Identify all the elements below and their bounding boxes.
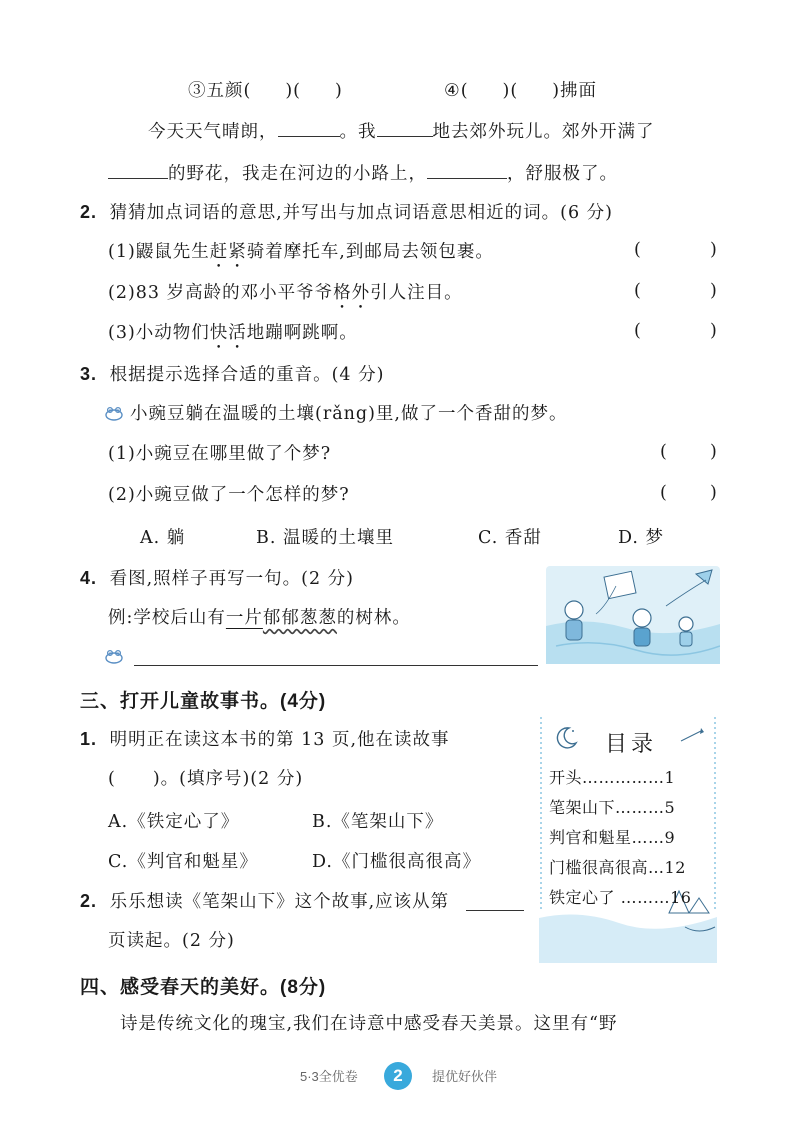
blank[interactable] (251, 78, 285, 96)
frog-hint-icon (104, 405, 124, 421)
item4-mid: )( (502, 81, 519, 101)
question-number: 4. (80, 568, 98, 588)
blank[interactable] (518, 78, 552, 96)
toc-entry-name: 铁定心了 (549, 888, 616, 907)
section-3-title: 三、打开儿童故事书。(4分) (80, 691, 327, 712)
kite-flying-illustration (546, 566, 720, 664)
answer-paren-open[interactable]: ( (634, 321, 641, 341)
answer-paren-open[interactable]: ( (660, 442, 667, 462)
q2-heading (80, 200, 613, 225)
sentence-text: 骑着摩托车,到邮局去领包裹。 (246, 242, 494, 262)
para-text: 。我 (339, 122, 377, 142)
sec3-option-d[interactable]: D.《门槛很高很高》 (312, 852, 481, 872)
item4-label: ④( (444, 81, 469, 101)
question-number: 1. (80, 729, 98, 749)
toc-entry-leader: …………… (582, 768, 665, 787)
sentence-text: (3)小动物们 (108, 323, 210, 343)
toc-entry-name: 判官和魁星 (549, 828, 632, 847)
q3-option-d[interactable]: D. 梦 (618, 528, 665, 548)
example-wavy: 郁郁葱葱 (262, 608, 337, 628)
q3-heading (80, 362, 384, 387)
question-title: 猜猜加点词语的意思,并写出与加点词语意思相近的词。(6 分) (109, 203, 614, 223)
answer-paren-close[interactable]: ) (710, 321, 717, 341)
sec4-paragraph: 诗是传统文化的瑰宝,我们在诗意中感受春天美景。这里有“野 (120, 1014, 618, 1034)
question-number: 3. (80, 364, 98, 384)
para-line-1 (148, 118, 655, 144)
toc-entry[interactable] (549, 885, 691, 908)
sec3-q1-line2: ( )。(填序号)(2 分) (108, 769, 304, 789)
toc-entry[interactable] (549, 855, 686, 878)
sec3-q2-line2: 页读起。(2 分) (108, 931, 235, 951)
toc-entry[interactable] (549, 765, 675, 788)
dotted-word-text: 快活 (209, 323, 247, 343)
para-line-2 (108, 160, 618, 186)
question-number: 2. (80, 202, 98, 222)
q4-example (108, 606, 411, 630)
para-text: 的野花，我走在河边的小路上， (168, 164, 427, 184)
toc-entry-name: 开头 (549, 768, 583, 787)
page-answer-blank[interactable] (466, 910, 524, 911)
answer-paren-close[interactable]: ) (710, 240, 717, 260)
sec3-option-c[interactable]: C.《判官和魁星》 (108, 852, 258, 872)
answer-paren-close[interactable]: ) (710, 442, 717, 462)
item3-label: ③五颜( (188, 81, 252, 101)
dotted-word-text: 赶紧 (209, 242, 247, 262)
q3-option-b[interactable]: B. 温暖的土壤里 (256, 528, 394, 548)
frog-hint-icon (104, 648, 124, 664)
sec3-q1 (80, 727, 450, 752)
example-text: 的树林。 (336, 608, 411, 628)
para-text: ，舒服极了。 (507, 164, 618, 184)
toc-entry[interactable] (549, 795, 675, 818)
para-text: 地去郊外玩儿。郊外开满了 (432, 122, 655, 142)
q2-sentence-2 (108, 281, 463, 313)
item3-row (188, 78, 343, 103)
shooting-star-icon (679, 727, 707, 743)
fill-blank[interactable] (108, 160, 168, 179)
moon-icon (553, 725, 579, 751)
toc-title: 目录 (605, 732, 658, 757)
answer-paren-close[interactable]: ) (710, 483, 717, 503)
toc-entry-name: 笔架山下 (549, 798, 616, 817)
sentence-text: 地蹦啊跳啊。 (246, 323, 358, 343)
item3-end: ) (334, 81, 343, 101)
item4-row (444, 78, 597, 103)
sec3-option-a[interactable]: A.《铁定心了》 (108, 812, 240, 832)
section-4-title: 四、感受春天的美好。(8分) (80, 977, 327, 998)
q4-heading (80, 566, 354, 591)
blank[interactable] (301, 78, 335, 96)
toc-entry-name: 门槛很高很高 (549, 858, 649, 877)
toc-entry[interactable] (549, 825, 675, 848)
footer-slogan: 提优好伙伴 (432, 1069, 498, 1084)
blank[interactable] (469, 78, 503, 96)
q2-sentence-3 (108, 321, 358, 353)
q3-sentence: 小豌豆躺在温暖的土壤(rǎng)里,做了一个香甜的梦。 (130, 404, 568, 424)
para-text: 今天天气晴朗， (148, 122, 278, 142)
toc-entry-leader: … (648, 858, 665, 877)
dotted-word-text: 格外 (333, 283, 371, 303)
dotted-word (210, 242, 247, 262)
answer-paren-open[interactable]: ( (660, 483, 667, 503)
answer-paren-close[interactable]: ) (710, 281, 717, 301)
page-number-badge: 2 (384, 1062, 412, 1090)
item4-end: )拂面 (552, 81, 598, 101)
sentence-text: 引人注目。 (370, 283, 463, 303)
sec3-option-b[interactable]: B.《笔架山下》 (312, 812, 444, 832)
fill-blank[interactable] (377, 118, 433, 137)
table-of-contents (539, 713, 717, 963)
toc-entry-leader: ……… (615, 888, 671, 907)
toc-entry-page: 5 (664, 798, 676, 817)
q3-option-c[interactable]: C. 香甜 (478, 528, 542, 548)
answer-paren-open[interactable]: ( (634, 240, 641, 260)
toc-entry-page: 12 (664, 858, 686, 877)
q4-answer-line[interactable] (134, 665, 538, 666)
toc-entry-page: 16 (670, 888, 692, 907)
question-title: 看图,照样子再写一句。(2 分) (109, 569, 355, 589)
toc-entry-leader: ……… (615, 798, 665, 817)
item3-mid: )( (285, 81, 301, 101)
sentence-text: (1)鼹鼠先生 (108, 242, 210, 262)
answer-paren-open[interactable]: ( (634, 281, 641, 301)
q3-option-a[interactable]: A. 躺 (140, 528, 186, 548)
q3-sub-2: (2)小豌豆做了一个怎样的梦? (108, 485, 350, 505)
toc-entry-leader: …… (631, 828, 665, 847)
sec3-q2 (80, 889, 449, 914)
q2-sentence-1 (108, 240, 494, 272)
example-text: 例:学校后山有 (108, 608, 226, 628)
example-underlined: 一片 (225, 608, 263, 628)
fill-blank[interactable] (427, 160, 507, 179)
question-number: 2. (80, 891, 98, 911)
toc-entry-page: 1 (664, 768, 676, 787)
question-title: 根据提示选择合适的重音。(4 分) (109, 365, 385, 385)
question-text: 明明正在读这本书的第 13 页,他在读故事 (109, 730, 450, 750)
question-text: 乐乐想读《笔架山下》这个故事,应该从第 (109, 892, 450, 912)
fill-blank[interactable] (278, 118, 340, 137)
footer-brand: 5·3全优卷 (300, 1069, 358, 1084)
toc-entry-page: 9 (664, 828, 676, 847)
q3-sub-1: (1)小豌豆在哪里做了个梦? (108, 444, 332, 464)
sentence-text: (2)83 岁高龄的邓小平爷爷 (108, 283, 334, 303)
